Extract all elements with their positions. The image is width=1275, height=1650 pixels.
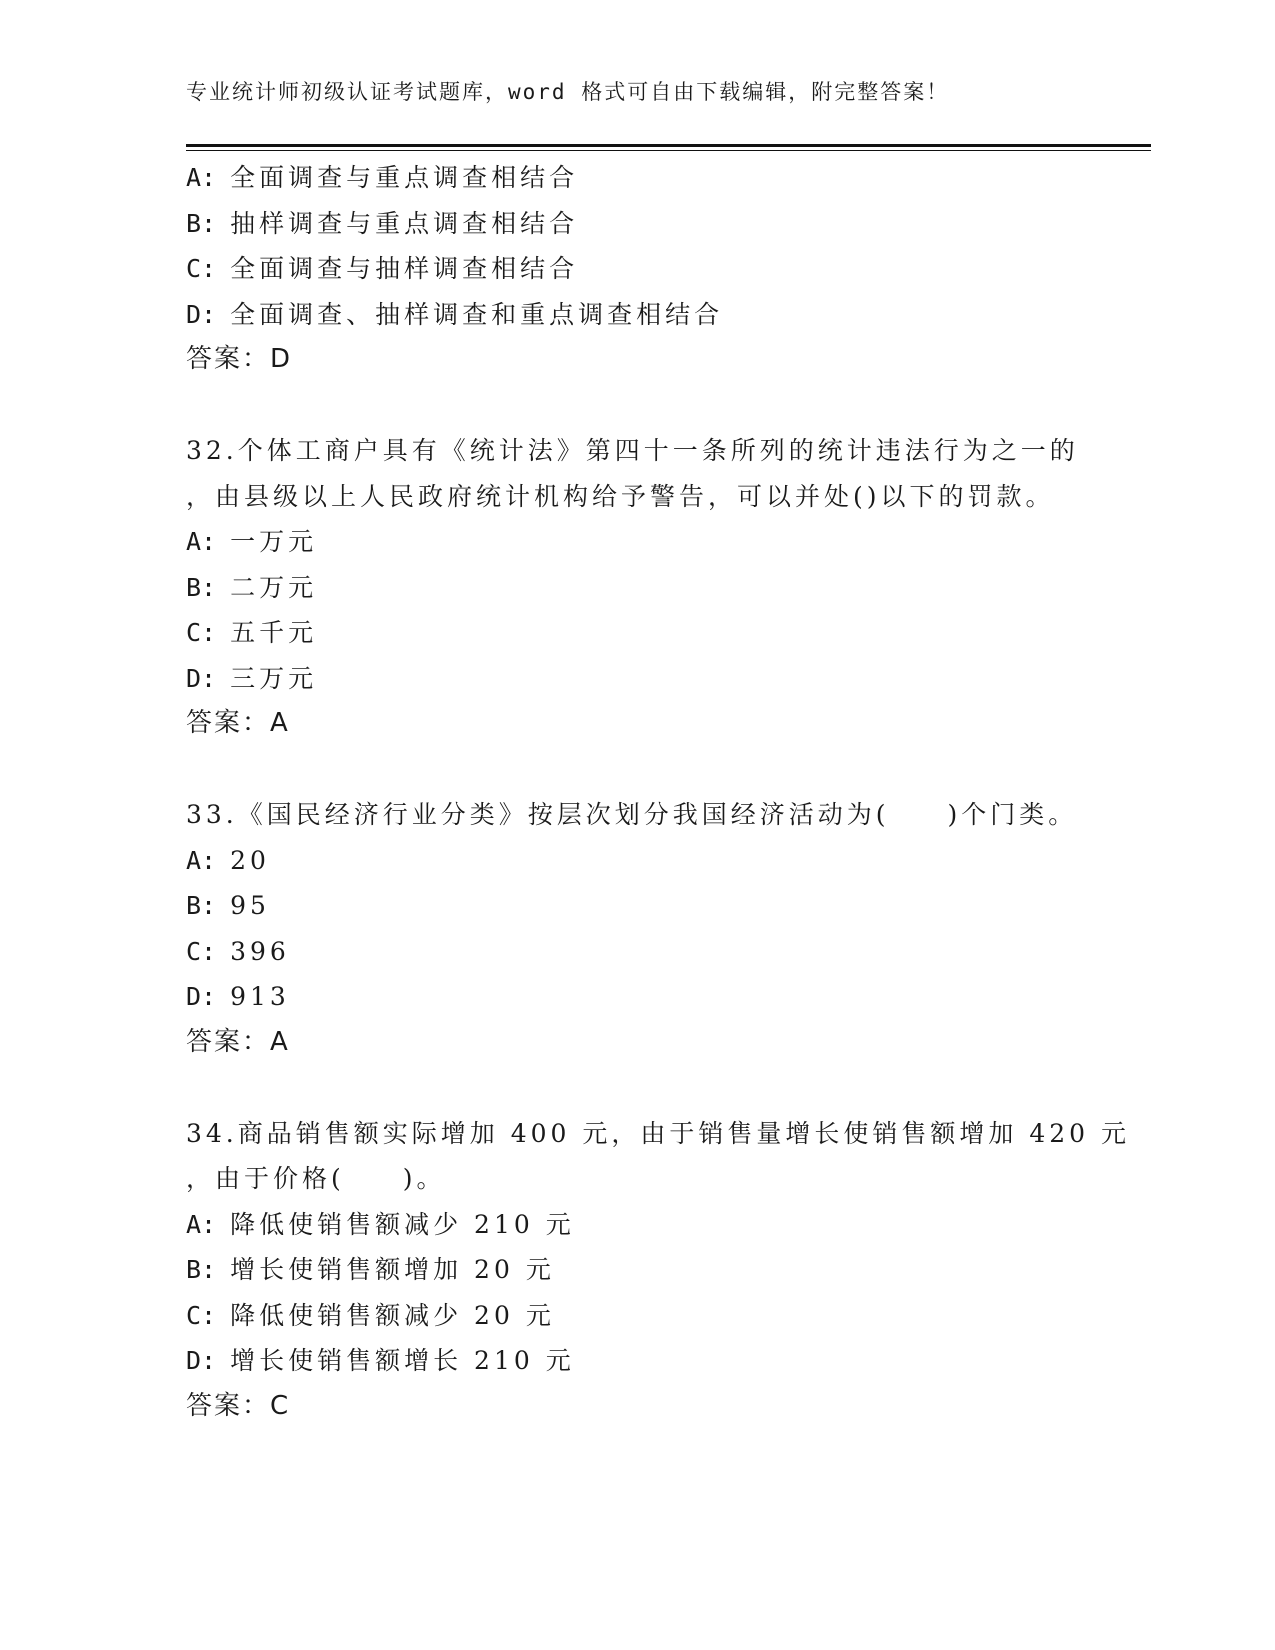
option-letter: C:: [186, 254, 217, 283]
option-letter: B:: [186, 208, 217, 238]
option-line: [186, 1247, 1086, 1293]
option-line: [186, 1293, 1086, 1339]
answer-line: 答案：A: [186, 708, 290, 738]
page-header: 专业统计师初级认证考试题库，word 格式可自由下载编辑，附完整答案！: [186, 80, 950, 104]
option-line: [186, 656, 1086, 702]
option-line: [186, 838, 1086, 884]
option-text: 抽样调查与重点调查相结合: [230, 208, 579, 238]
option-letter: A:: [186, 527, 217, 556]
option-line: [186, 292, 1086, 338]
option-line: [186, 246, 1086, 292]
question-text: 34.商品销售额实际增加 400 元，由于销售量增长使销售额增加 420 元: [186, 1118, 1130, 1148]
option-letter: C:: [186, 618, 217, 647]
option-text: 396: [230, 936, 290, 966]
option-letter: B:: [186, 891, 217, 920]
option-text: 全面调查与抽样调查相结合: [230, 254, 579, 283]
option-text: 增长使销售额增加 20 元: [230, 1255, 555, 1284]
option-text: 增长使销售额增长 210 元: [230, 1346, 575, 1375]
spacer: [186, 747, 1086, 793]
answer-line: 答案：A: [186, 1026, 290, 1057]
question-block: [186, 792, 1086, 1065]
option-letter: C:: [186, 936, 217, 966]
answer-line: 答案：D: [186, 344, 293, 374]
option-line: [186, 1338, 1086, 1384]
option-text: 五千元: [230, 618, 318, 647]
answer-line: 答案：C: [186, 1390, 291, 1421]
option-letter: B:: [186, 1255, 217, 1284]
question-block: [186, 428, 1086, 747]
question-text: 33.《国民经济行业分类》按层次划分我国经济活动为( )个门类。: [186, 800, 1078, 829]
option-letter: D:: [186, 299, 217, 329]
option-letter: C:: [186, 1300, 217, 1330]
question-block: [186, 155, 1086, 383]
option-letter: B:: [186, 572, 217, 602]
question-list: [186, 155, 1130, 1429]
question-text: ，由于价格( )。: [186, 1164, 446, 1193]
option-text: 降低使销售额减少 20 元: [230, 1300, 555, 1330]
option-letter: D:: [186, 982, 217, 1011]
option-line: [186, 929, 1086, 975]
spacer: [186, 1065, 1086, 1111]
option-line: [186, 974, 1086, 1020]
header-rule-thin: [186, 150, 1151, 151]
option-text: 全面调查、抽样调查和重点调查相结合: [230, 299, 724, 329]
option-text: 三万元: [230, 663, 318, 693]
option-line: [186, 201, 1086, 247]
option-letter: D:: [186, 1346, 217, 1375]
option-line: [186, 1202, 1086, 1248]
option-letter: A:: [186, 845, 217, 875]
option-text: 全面调查与重点调查相结合: [230, 163, 579, 192]
question-text: ，由县级以上人民政府统计机构给予警告，可以并处()以下的罚款。: [186, 481, 1055, 511]
spacer: [186, 383, 1086, 429]
option-letter: A:: [186, 163, 217, 192]
option-line: [186, 610, 1086, 656]
header-rule-thick: [186, 144, 1151, 147]
question-block: [186, 1111, 1130, 1430]
option-text: 二万元: [230, 572, 318, 602]
option-line: [186, 155, 1086, 201]
option-line: [186, 565, 1086, 611]
question-text: 32.个体工商户具有《统计法》第四十一条所列的统计违法行为之一的: [186, 436, 1079, 465]
option-letter: D:: [186, 663, 217, 693]
option-text: 20: [230, 845, 270, 875]
option-text: 降低使销售额减少 210 元: [230, 1209, 575, 1239]
option-text: 913: [230, 982, 290, 1011]
option-line: [186, 519, 1086, 565]
option-text: 95: [230, 891, 270, 920]
option-line: [186, 883, 1086, 929]
option-letter: A:: [186, 1209, 217, 1239]
option-text: 一万元: [230, 527, 318, 556]
